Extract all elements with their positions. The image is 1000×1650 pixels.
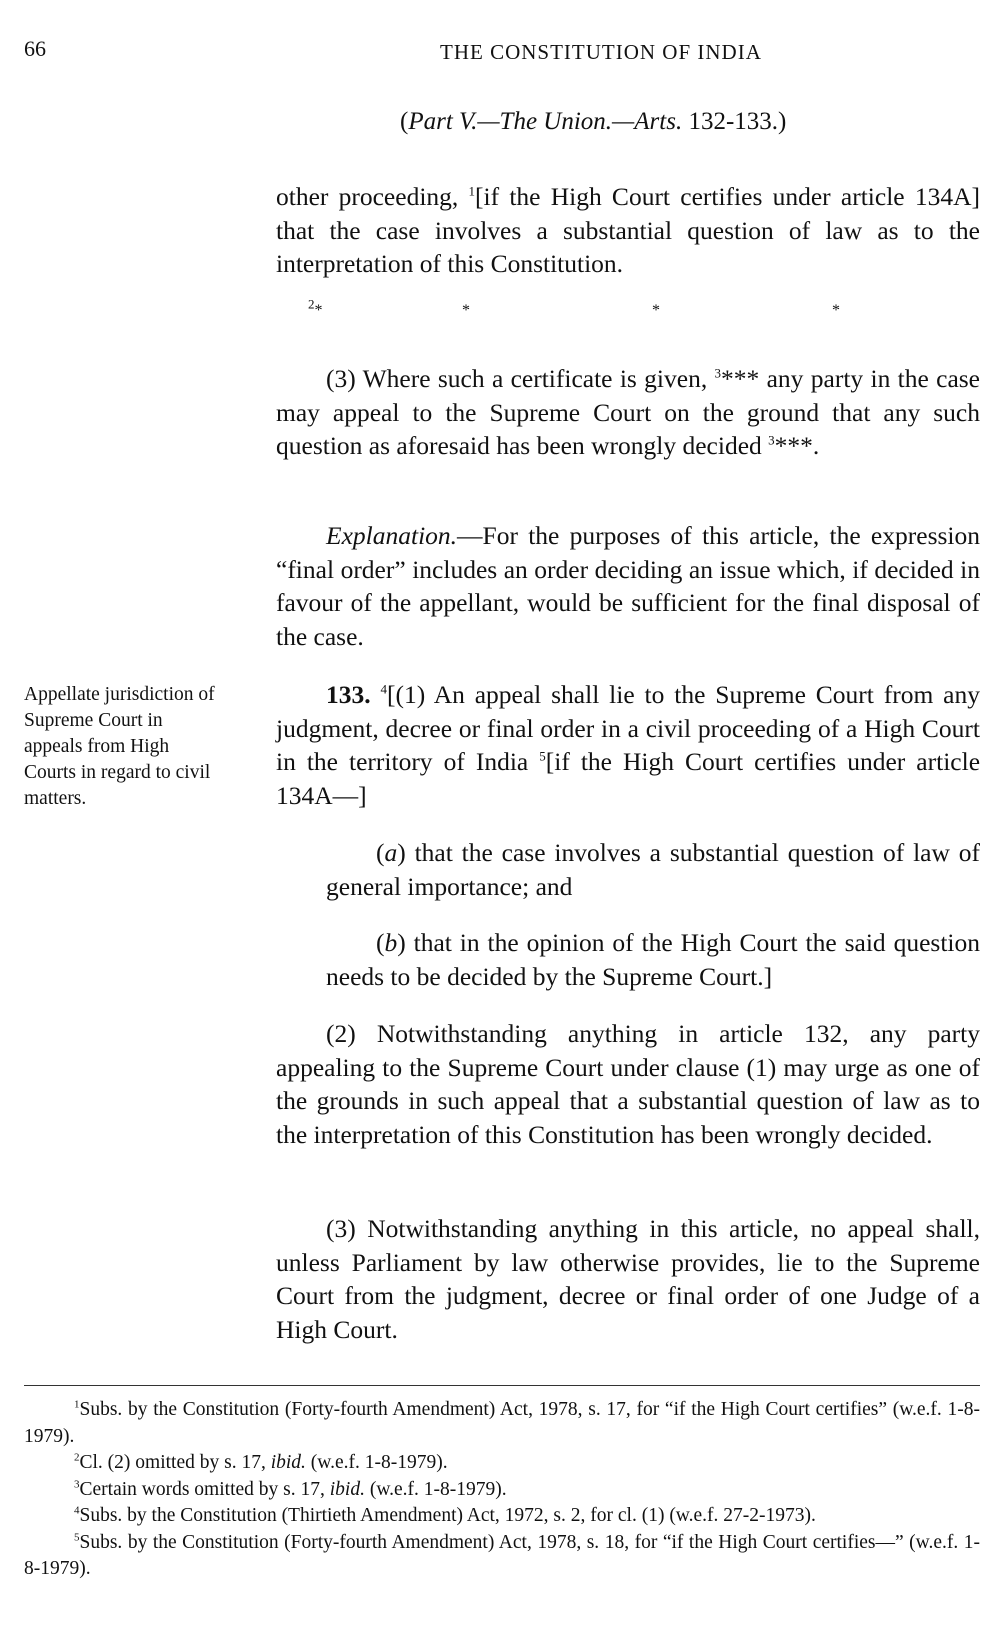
part-reference-italic: Part V.—The Union.—Arts.	[408, 108, 683, 135]
footnote-number: 3	[74, 1478, 80, 1490]
text: ) that in the opinion of the High Court the said question needs to be decided by the Supreme Court.]	[326, 928, 980, 991]
article-number: 133.	[326, 680, 371, 709]
text: (w.e.f. 1-8-1979).	[364, 1478, 507, 1500]
text: [if the High Court certifies under article 134A—]	[276, 747, 981, 810]
footnote-number: 5	[74, 1531, 80, 1543]
text: Subs. by the Constitution (Forty-fourth Amendment) Act, 1978, s. 18, for “if the High Court certifies—” (w.e.f. 1-8-1979).	[24, 1531, 980, 1579]
running-head: THE CONSTITUTION OF INDIA	[440, 40, 762, 64]
text: [(1) An appeal shall lie to the Supreme Court from any judgment, decree or final order in a civil proceeding of a High Court in the territory of India	[276, 680, 980, 776]
footnote-marker: 4	[380, 681, 387, 697]
footnote-marker: 5	[539, 748, 546, 764]
omission-mark: *	[462, 302, 470, 319]
footnote-marker: 3	[768, 432, 775, 448]
text: (3) Where such a certificate is given,	[326, 364, 715, 393]
text: —For the purposes of this article, the expression “final order” includes an order deciding an issue which, if decided in favour of the appellant, would be sufficient for the final disposal of the case.	[276, 521, 980, 651]
text: *** any party in the case may appeal to the Supreme Court on the ground that any such question as aforesaid has been wrongly decided	[276, 364, 980, 460]
sub-clause-a	[326, 836, 980, 903]
text: (w.e.f. 1-8-1979).	[305, 1452, 448, 1473]
footnote-divider	[24, 1385, 980, 1386]
paragraph-explanation	[276, 519, 980, 653]
omission-mark-first	[308, 296, 323, 320]
marginal-note: Appellate jurisdiction of Supreme Court in appeals from High Courts in regard to civil matters.	[24, 684, 215, 809]
text: ***.	[774, 431, 820, 460]
text: Subs. by the Constitution (Forty-fourth Amendment) Act, 1978, s. 17, for “if the High Court certifies” (w.e.f. 1-8-1979).	[24, 1399, 980, 1447]
page-number: 66	[24, 36, 46, 61]
paragraph-continuation	[276, 180, 980, 281]
paragraph-clause-3	[276, 362, 980, 463]
clause-letter: a	[384, 838, 398, 867]
paragraph-clause-3-article-133: (3) Notwithstanding anything in this article, no appeal shall, unless Parliament by law otherwise provides, lie to the Supreme Court from the judgment, decree or final order of one Judge of a High Court.	[276, 1214, 980, 1344]
sub-clause-b	[326, 926, 980, 993]
asterisk: *	[314, 302, 323, 319]
footnote-4	[24, 1503, 980, 1530]
omission-mark: *	[832, 302, 840, 319]
text: Certain words omitted by s. 17,	[79, 1478, 330, 1500]
footnote-marker: 3	[714, 365, 722, 381]
text: Cl. (2) omitted by s. 17,	[79, 1452, 271, 1473]
footnote-1	[24, 1397, 980, 1450]
paragraph-article-133	[276, 678, 980, 812]
footnotes	[24, 1397, 980, 1583]
explanation-label: Explanation.	[326, 521, 458, 550]
clause-letter: b	[384, 928, 398, 957]
text: ibid.	[329, 1478, 365, 1500]
footnote-2	[24, 1450, 980, 1477]
footnote-marker: 1	[468, 183, 476, 199]
text: ) that the case involves a substantial question of law of general importance; and	[326, 838, 980, 901]
footnote-number: 4	[74, 1504, 80, 1517]
footnote-marker: 2	[308, 296, 315, 312]
paragraph-clause-2: (2) Notwithstanding anything in article 132, any party appealing to the Supreme Court under clause (1) may urge as one of the grounds in such appeal that a substantial question of law as to the interpretation of this Constitution has been wrongly decided.	[276, 1019, 980, 1149]
footnote-number: 1	[74, 1398, 80, 1411]
footnote-number: 2	[74, 1451, 80, 1464]
text: ibid.	[270, 1452, 306, 1473]
part-reference-articles: 132-133.	[688, 108, 779, 135]
footnote-3	[24, 1477, 980, 1504]
text: (	[376, 928, 385, 957]
text: [if the High Court certifies under article 134A] that the case involves a substantial question of law as to the interpretation of this Constitution.	[276, 182, 980, 278]
text: Subs. by the Constitution (Thirtieth Amendment) Act, 1972, s. 2, for cl. (1) (w.e.f. 27-2-1973).	[79, 1505, 816, 1526]
part-reference: (Part V.—The Union.—Arts. 132-133.)	[400, 108, 787, 135]
omission-mark: *	[652, 302, 660, 319]
footnote-5	[24, 1530, 980, 1583]
text: other proceeding,	[276, 182, 469, 211]
text: (	[376, 838, 385, 867]
